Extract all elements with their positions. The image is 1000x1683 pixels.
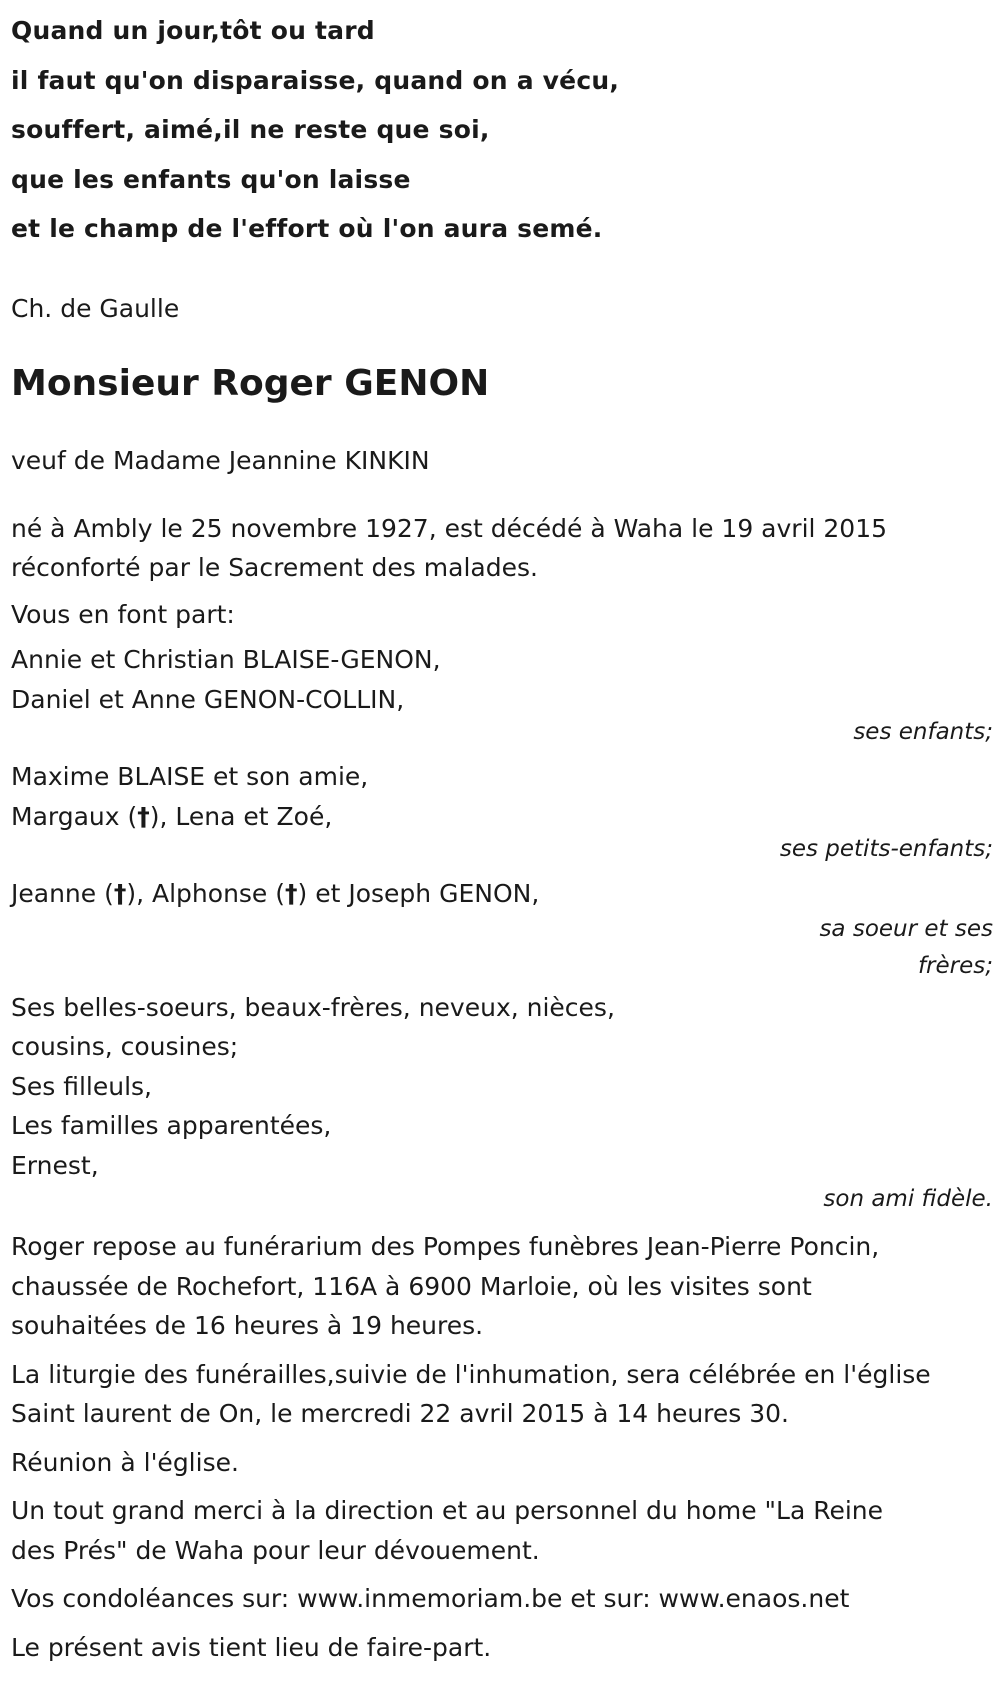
sibling-text: ), Alphonse ( (126, 879, 286, 908)
sibling-text: ) et Joseph GENON, (297, 879, 540, 908)
siblings-role: sa soeur et ses (819, 915, 993, 942)
poem-line: Quand un jour,tôt ou tard (11, 16, 375, 45)
siblings-line (11, 874, 993, 914)
sibling-text: Jeanne ( (11, 879, 114, 908)
deceased-name: Monsieur Roger GENON (11, 362, 490, 404)
liturgy-info (11, 1355, 993, 1434)
others-line: Ses belles-soeurs, beaux-frères, neveux, nièces, (11, 992, 615, 1022)
poem-line: souffert, aimé,il ne reste que soi, (11, 115, 490, 144)
poem-line: que les enfants qu'on laisse (11, 164, 411, 194)
poem-line: il faut qu'on disparaisse, quand on a vécu, (11, 65, 620, 95)
condolences-info: Vos condoléances sur: www.inmemoriam.be et sur: www.enaos.net (11, 1584, 850, 1613)
grandchildren-role: ses petits-enfants; (779, 836, 993, 862)
children-line: Daniel et Anne GENON-COLLIN, (11, 684, 405, 714)
rest-line: souhaitées de 16 heures à 19 heures. (11, 1311, 484, 1340)
grandchildren-line: Maxime BLAISE et son amie, (11, 762, 369, 791)
others-line: Ses filleuls, (11, 1071, 153, 1101)
children-role: ses enfants; (853, 719, 993, 745)
spouse-line: veuf de Madame Jeannine KINKIN (11, 445, 430, 475)
others-line: Ernest, (11, 1150, 99, 1180)
grandchild-text: ), Lena et Zoé, (149, 801, 333, 831)
children-group (11, 640, 993, 751)
announcement-intro: Vous en font part: (11, 599, 235, 629)
poem-quote (11, 0, 993, 254)
others-line: cousins, cousines; (11, 1032, 239, 1061)
rest-line: Roger repose au funérarium des Pompes funèbres Jean-Pierre Poncin, (11, 1232, 880, 1261)
rest-line: chaussée de Rochefort, 116A à 6900 Marloie, où les visites sont (11, 1271, 812, 1301)
children-line: Annie et Christian BLAISE-GENON, (11, 645, 441, 674)
cross-icon: † (137, 801, 150, 831)
poem-line: et le champ de l'effort où l'on aura semé. (11, 214, 603, 243)
others-line: Les familles apparentées, (11, 1111, 332, 1140)
liturgy-line: La liturgie des funérailles,suivie de l'inhumation, sera célébrée en l'église (11, 1359, 931, 1389)
poem-author: Ch. de Gaulle (11, 293, 180, 323)
birth-death-info (11, 509, 993, 588)
others-group (11, 988, 993, 1219)
rest-info (11, 1227, 993, 1346)
thanks-line: Un tout grand merci à la direction et au personnel du home "La Reine (11, 1496, 884, 1525)
birth-death-line: né à Ambly le 25 novembre 1927, est décédé à Waha le 19 avril 2015 (11, 513, 888, 543)
friend-role: son ami fidèle. (823, 1186, 993, 1212)
meeting-info: Réunion à l'église. (11, 1447, 239, 1477)
obituary-notice (11, 0, 993, 1667)
sacrament-line: réconforté par le Sacrement des malades. (11, 553, 538, 582)
notice-info: Le présent avis tient lieu de faire-part. (11, 1632, 492, 1662)
siblings-role: frères; (917, 952, 993, 979)
thanks-info (11, 1491, 993, 1570)
cross-icon: † (113, 879, 127, 908)
grandchildren-group (11, 757, 993, 868)
liturgy-line: Saint laurent de On, le mercredi 22 avril 2015 à 14 heures 30. (11, 1399, 790, 1428)
grandchild-text: Margaux ( (11, 801, 138, 831)
thanks-line: des Prés" de Waha pour leur dévouement. (11, 1535, 540, 1565)
cross-icon: † (285, 879, 298, 908)
siblings-group (11, 874, 993, 985)
